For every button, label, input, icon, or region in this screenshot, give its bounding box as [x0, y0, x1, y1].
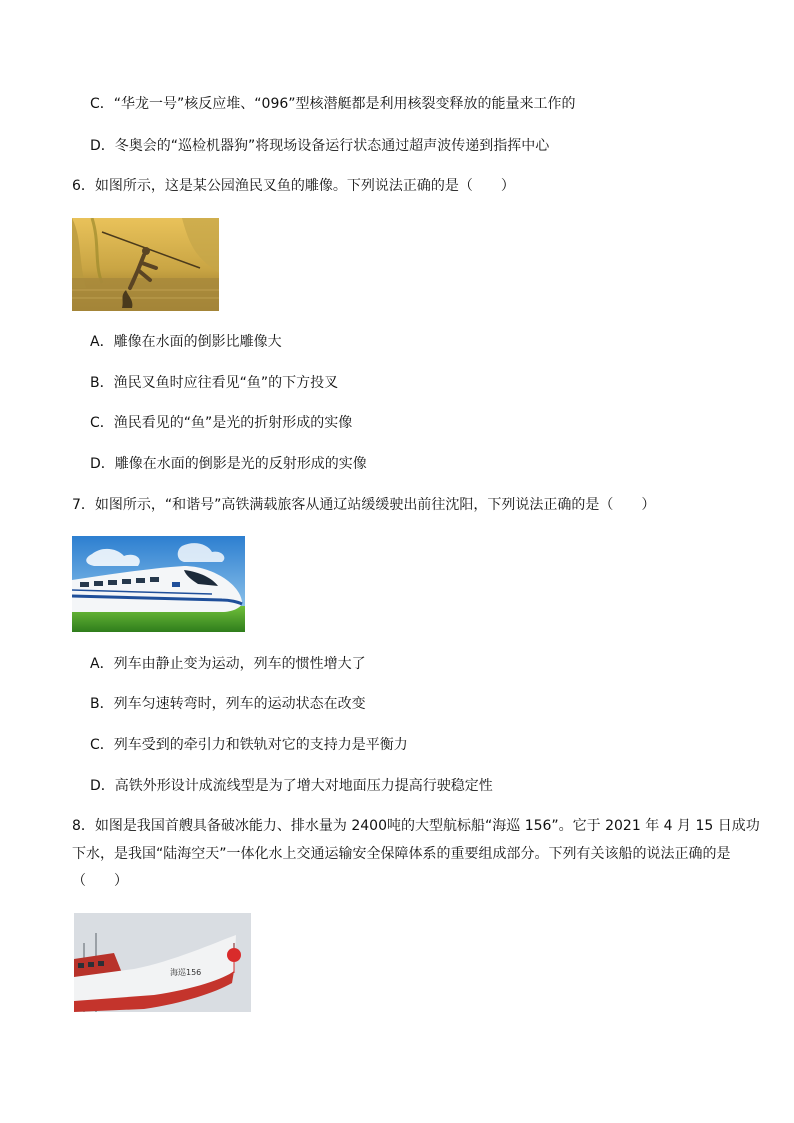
- high-speed-train-image: [72, 536, 245, 632]
- q7-option-a: A．列车由静止变为运动，列车的惯性增大了: [90, 656, 366, 672]
- q7-stem: 7．如图所示，“和谐号”高铁满载旅客从通辽站缓缓驶出前往沈阳，下列说法正确的是（ ）: [72, 497, 656, 513]
- fisherman-statue-image: [72, 218, 219, 311]
- q8-stem-line1: 8．如图是我国首艘具备破冰能力、排水量为 2400吨的大型航标船“海巡 156”。它于 2021 年 4 月 15 日成功: [72, 818, 760, 834]
- q7-option-d: D．高铁外形设计成流线型是为了增大对地面压力提高行驶稳定性: [90, 778, 493, 794]
- q6-option-b: B．渔民叉鱼时应往看见“鱼”的下方投叉: [90, 375, 339, 391]
- q5-option-d: D．冬奥会的“巡检机器狗”将现场设备运行状态通过超声波传递到指挥中心: [90, 138, 550, 154]
- q6-option-c: C．渔民看见的“鱼”是光的折射形成的实像: [90, 415, 353, 431]
- q8-stem-line3: （ ）: [72, 873, 128, 889]
- q7-option-b: B．列车匀速转弯时，列车的运动状态在改变: [90, 696, 366, 712]
- q6-option-a: A．雕像在水面的倒影比雕像大: [90, 334, 282, 350]
- ship-hull-label: 海巡156: [170, 968, 202, 977]
- q8-stem-line2: 下水，是我国“陆海空天”一体化水上交通运输安全保障体系的重要组成部分。下列有关该船的说法正确的是: [72, 846, 731, 862]
- ship-haixun-156-image: [74, 913, 251, 1012]
- q6-stem: 6．如图所示，这是某公园渔民叉鱼的雕像。下列说法正确的是（ ）: [72, 178, 515, 194]
- q5-option-c: C．“华龙一号”核反应堆、“096”型核潜艇都是利用核裂变释放的能量来工作的: [90, 96, 576, 112]
- q6-option-d: D．雕像在水面的倒影是光的反射形成的实像: [90, 456, 367, 472]
- q7-option-c: C．列车受到的牵引力和铁轨对它的支持力是平衡力: [90, 737, 408, 753]
